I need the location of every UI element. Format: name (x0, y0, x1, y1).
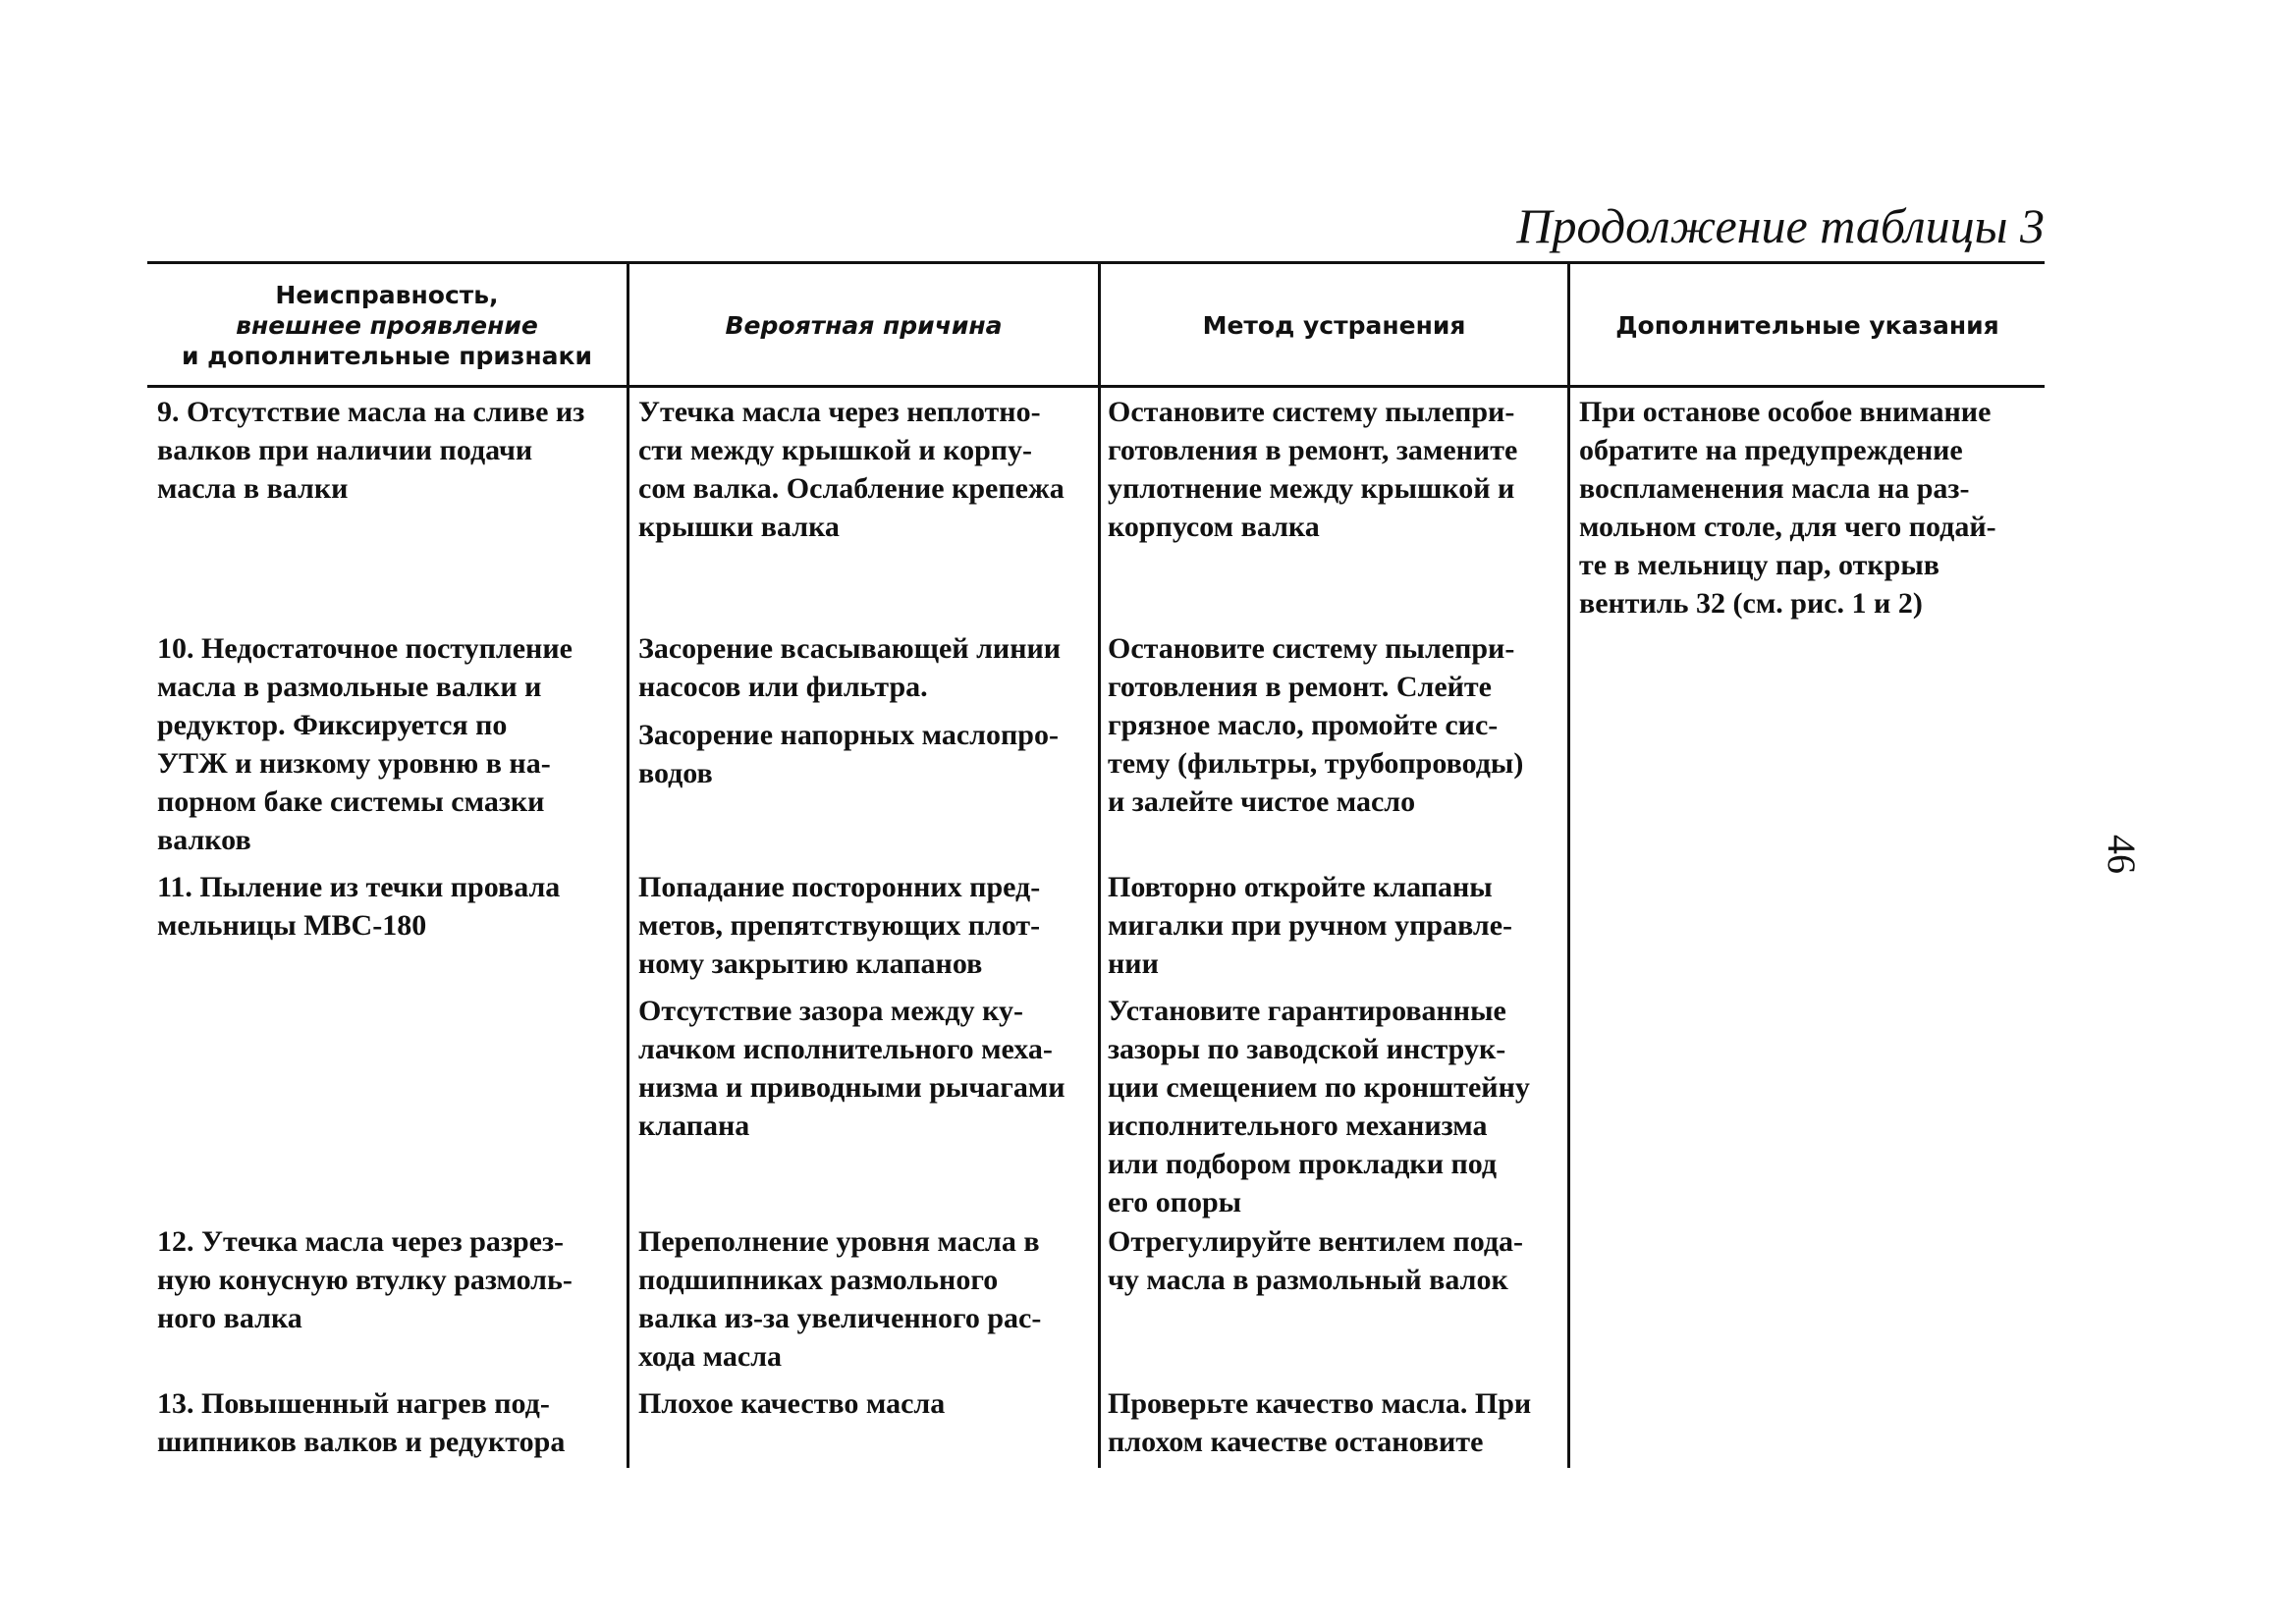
row-11-method-a: Повторно откройте клапаны мигалки при ручном управле- нии (1108, 871, 1513, 980)
header-method: Метод устранения (1202, 310, 1466, 340)
row-12-method: Отрегулируйте вентилем пода- чу масла в размольный валок (1108, 1225, 1524, 1296)
row-11-fault: 11. Пыление из течки провала мельницы МВС-180 (157, 871, 561, 942)
column-divider-3 (1567, 264, 1570, 1468)
row-11-cause-b: Отсутствие зазора между ку- лачком исполнительного меха- низма и приводными рычагами клапана (638, 995, 1065, 1142)
table-top-rule (147, 261, 2045, 264)
header-cause: Вероятная причина (725, 310, 1003, 340)
row-13-method: Проверьте качество масла. При плохом качестве остановите (1108, 1387, 1532, 1458)
table-continuation-caption: Продолжение таблицы 3 (1516, 198, 2045, 253)
header-fault-line2: внешнее проявление (236, 310, 538, 340)
header-fault-line3: и дополнительные признаки (181, 341, 593, 370)
column-divider-2 (1098, 264, 1101, 1468)
header-rule (147, 385, 2045, 388)
row-9-fault: 9. Отсутствие масла на сливе из валков при наличии подачи масла в валки (157, 396, 585, 505)
row-13-fault: 13. Повышенный нагрев под- шипников валков и редуктора (157, 1387, 566, 1458)
header-fault-line1: Неисправность, (275, 280, 499, 309)
row-11-method-b: Установите гарантированные зазоры по заводской инструк- ции смещением по кронштейну исполнительного механизма или подбором прокладки под его опоры (1108, 995, 1530, 1218)
row-9-method: Остановите систему пылепри- готовления в ремонт, замените уплотнение между крышкой и корпусом валка (1108, 396, 1518, 543)
page-number: 46 (2100, 835, 2144, 874)
row-10-cause-a: Засорение всасывающей линии насосов или фильтра. (638, 632, 1062, 703)
row-10-fault: 10. Недостаточное поступление масла в размольные валки и редуктор. Фиксируется по УТЖ и низкому уровню в на- порном баке системы смазки валков (157, 632, 573, 856)
header-notes: Дополнительные указания (1615, 310, 1999, 340)
row-9-notes: При останове особое внимание обратите на предупреждение воспламенения масла на раз- мольном столе, для чего подай- те в мельницу пар, открыв вентиль 32 (см. рис. 1 и 2) (1579, 396, 1996, 620)
row-12-cause: Переполнение уровня масла в подшипниках размольного валка из-за увеличенного рас- хода масла (638, 1225, 1042, 1373)
header-fault (147, 265, 627, 385)
row-10-method: Остановите систему пылепри- готовления в ремонт. Слейте грязное масло, промойте сис- тему (фильтры, трубопроводы) и залейте чистое масло (1108, 632, 1524, 818)
row-11-cause-a: Попадание посторонних пред- метов, препятствующих плот- ному закрытию клапанов (638, 871, 1041, 980)
row-9-cause: Утечка масла через неплотно- сти между крышкой и корпу- сом валка. Ослабление крепежа крышки валка (638, 396, 1065, 543)
row-12-fault: 12. Утечка масла через разрез- ную конусную втулку размоль- ного валка (157, 1225, 573, 1334)
row-10-cause-b: Засорение напорных маслопро- водов (638, 719, 1059, 789)
row-13-cause: Плохое качество масла (638, 1387, 946, 1420)
